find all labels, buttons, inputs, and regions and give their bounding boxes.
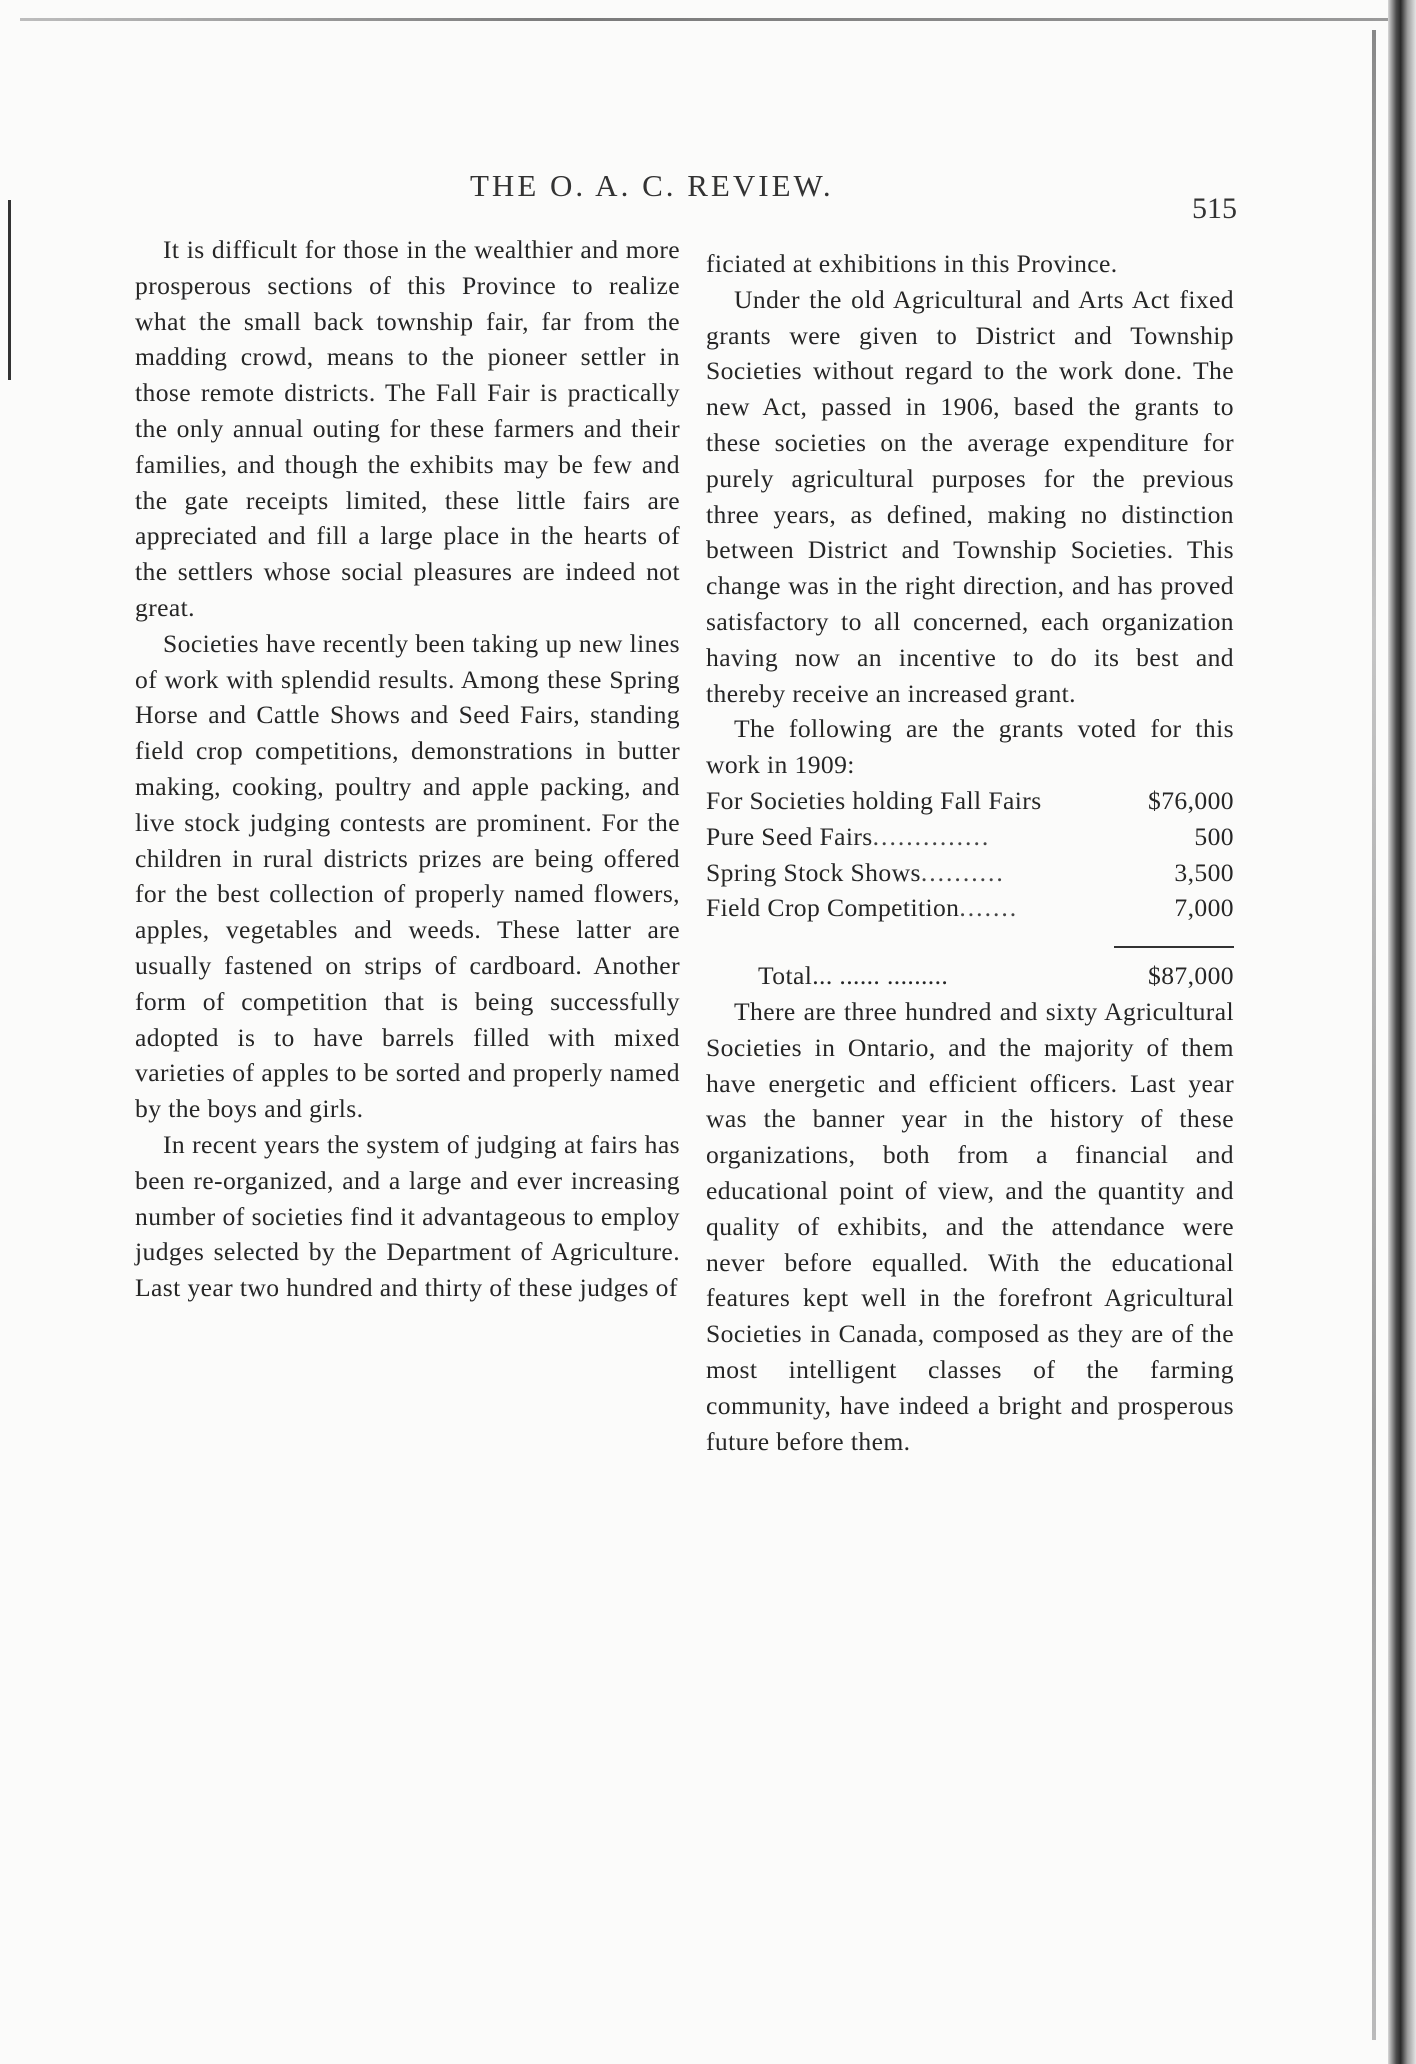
grant-row xyxy=(706,855,1234,891)
grant-leader: .............. xyxy=(872,821,991,851)
grant-row xyxy=(706,890,1234,926)
total-label: Total... ...... ......... xyxy=(758,961,949,991)
grant-leader: .......... xyxy=(920,857,1005,887)
grant-label: For Societies holding Fall Fairs xyxy=(706,785,1042,815)
grant-leader xyxy=(1042,783,1148,819)
grant-label: Field Crop Competition xyxy=(706,893,960,923)
grant-label: Spring Stock Shows xyxy=(706,857,921,887)
paragraph-closing: There are three hundred and sixty Agricultural Societies in Ontario, and the majority of them have energetic and efficient officers. Last year was the banner year in the history of these organizations, both from a financial and educational point of view, and the quantity and quality of exhibits, and the attendance were never before equalled. With the educational features kept well in the forefront Agricultural Societies in Canada, composed as they are of the most intelligent classes of the farming community, have indeed a bright and prosperous future before them. xyxy=(706,996,1234,1456)
page-fold-line xyxy=(1372,30,1376,2040)
paragraph-continuation: ficiated at exhibitions in this Province. xyxy=(706,249,1118,278)
grant-amount: 3,500 xyxy=(1174,857,1234,887)
grant-row xyxy=(706,819,1234,855)
right-column xyxy=(706,246,1234,1459)
left-column xyxy=(135,232,680,1306)
page-top-edge xyxy=(20,18,1390,21)
grant-leader: ....... xyxy=(959,893,1019,923)
paragraph-agricultural-act: Under the old Agricultural and Arts Act fixed grants were given to District and Township Societies without regard to the work done. The new Act, passed in 1906, based the grants to these societies on the average expenditure for purely agricultural purposes for the previous three years, as defined, making no distinction between District and Township Societies. This change was in the right direction, and has proved satisfactory to all concerned, each organization having now an incentive to do its best and thereby receive an increased grant. xyxy=(706,284,1234,708)
paragraph-grants-intro: The following are the grants voted for this work in 1909: xyxy=(706,714,1234,780)
grant-amount: 500 xyxy=(1194,821,1234,851)
grant-amount: $76,000 xyxy=(1148,785,1234,815)
page-number: 515 xyxy=(1192,192,1237,225)
paragraph-new-lines-of-work: Societies have recently been taking up new lines of work with splendid results. Among these Spring Horse and Cattle Shows and Seed Fairs, standing field crop competitions, demonstrations in butter making, cooking, poultry and apple packing, and live stock judging contests are prominent. For the children in rural districts prizes are being offered for the best collection of properly named flowers, apples, vegetables and weeds. These latter are usually fastened on strips of cardboard. Another form of competition that is being successfully adopted is to have barrels filled with mixed varieties of apples to be sorted and properly named by the boys and girls. xyxy=(135,628,680,1124)
total-rule xyxy=(1114,946,1234,948)
grant-row xyxy=(706,783,1234,819)
grant-amount: 7,000 xyxy=(1174,893,1234,923)
grant-total-row xyxy=(706,958,1234,994)
running-header: THE O. A. C. REVIEW. xyxy=(470,168,834,203)
total-amount: $87,000 xyxy=(1148,961,1234,991)
paragraph-township-fairs: It is difficult for those in the wealthier and more prosperous sections of this Province to realize what the small back township fair, far from the madding crowd, means to the pioneer settler in those remote districts. The Fall Fair is practically the only annual outing for these farmers and their families, and though the exhibits may be few and the gate receipts limited, these little fairs are appreciated and fill a large place in the hearts of the settlers whose social pleasures are indeed not great. xyxy=(135,235,680,622)
book-spine-edge xyxy=(1388,0,1416,2064)
page-left-edge xyxy=(8,200,11,380)
paragraph-judging-system: In recent years the system of judging at fairs has been re-organized, and a large and ever increasing number of societies find it advantageous to employ judges selected by the Department of Agriculture. Last year two hundred and thirty of these judges of xyxy=(135,1129,680,1303)
grant-label: Pure Seed Fairs xyxy=(706,821,873,851)
grants-table xyxy=(706,783,1234,994)
